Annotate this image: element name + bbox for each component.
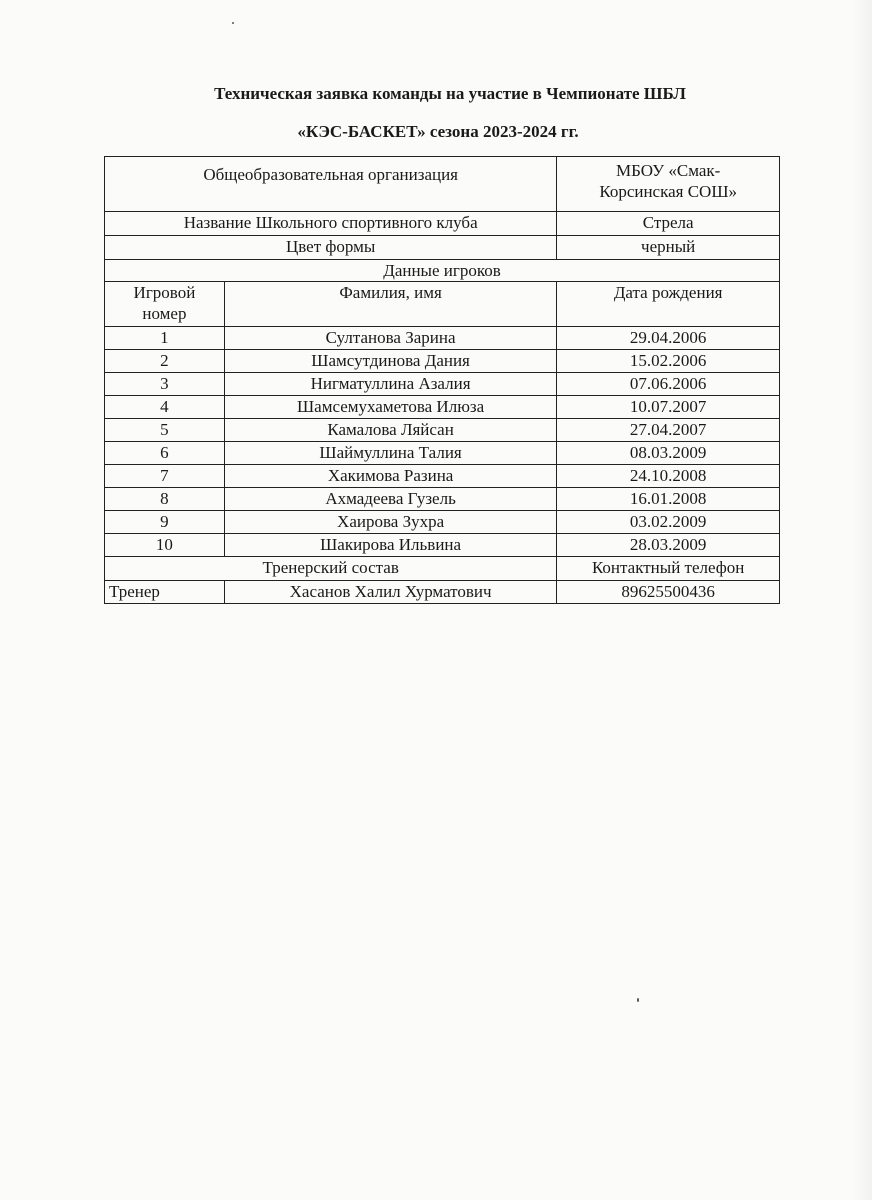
org-value-line2: Корсинская СОШ» xyxy=(599,182,737,201)
org-value-line1: МБОУ «Смак- xyxy=(616,161,721,180)
table-row xyxy=(105,465,780,488)
player-birth: 08.03.2009 xyxy=(557,442,780,465)
table-row xyxy=(105,327,780,350)
phone-header: Контактный телефон xyxy=(557,557,780,581)
player-number: 6 xyxy=(105,442,225,465)
coach-phone: 89625500436 xyxy=(557,581,780,604)
application-table xyxy=(104,156,780,604)
coach-header: Тренерский состав xyxy=(105,557,557,581)
player-name: Султанова Зарина xyxy=(224,327,556,350)
player-birth: 10.07.2007 xyxy=(557,396,780,419)
club-value: Стрела xyxy=(557,212,780,236)
player-name: Камалова Ляйсан xyxy=(224,419,556,442)
player-name: Шамсемухаметова Илюза xyxy=(224,396,556,419)
uniform-row xyxy=(105,236,780,260)
table-row xyxy=(105,442,780,465)
player-number: 1 xyxy=(105,327,225,350)
player-name: Ахмадеева Гузель xyxy=(224,488,556,511)
org-row xyxy=(105,157,780,212)
table-row xyxy=(105,534,780,557)
coach-header-row xyxy=(105,557,780,581)
player-birth: 16.01.2008 xyxy=(557,488,780,511)
player-name: Нигматуллина Азалия xyxy=(224,373,556,396)
uniform-value: черный xyxy=(557,236,780,260)
player-birth: 15.02.2006 xyxy=(557,350,780,373)
player-number: 2 xyxy=(105,350,225,373)
player-birth: 07.06.2006 xyxy=(557,373,780,396)
player-name: Шаймуллина Талия xyxy=(224,442,556,465)
table-row xyxy=(105,511,780,534)
player-name: Хакимова Разина xyxy=(224,465,556,488)
player-number: 7 xyxy=(105,465,225,488)
org-value xyxy=(557,157,780,212)
table-row xyxy=(105,373,780,396)
col-name-header: Фамилия, имя xyxy=(224,282,556,327)
player-birth: 03.02.2009 xyxy=(557,511,780,534)
coach-name: Хасанов Халил Хурматович xyxy=(224,581,556,604)
col-number-line1: Игровой xyxy=(133,283,196,302)
uniform-label: Цвет формы xyxy=(105,236,557,260)
player-number: 9 xyxy=(105,511,225,534)
player-number: 8 xyxy=(105,488,225,511)
player-birth: 29.04.2006 xyxy=(557,327,780,350)
scan-edge-shadow xyxy=(852,0,872,1200)
col-number-line2: номер xyxy=(142,304,187,323)
player-number: 3 xyxy=(105,373,225,396)
player-name: Хаирова Зухра xyxy=(224,511,556,534)
players-header: Данные игроков xyxy=(105,260,780,282)
player-birth: 27.04.2007 xyxy=(557,419,780,442)
col-birth-header: Дата рождения xyxy=(557,282,780,327)
player-number: 4 xyxy=(105,396,225,419)
table-row xyxy=(105,419,780,442)
columns-header-row xyxy=(105,282,780,327)
player-name: Шамсутдинова Дания xyxy=(224,350,556,373)
table-row xyxy=(105,488,780,511)
club-label: Название Школьного спортивного клуба xyxy=(105,212,557,236)
player-name: Шакирова Ильвина xyxy=(224,534,556,557)
player-number: 5 xyxy=(105,419,225,442)
player-birth: 24.10.2008 xyxy=(557,465,780,488)
document-title-line1: Техническая заявка команды на участие в Чемпионате ШБЛ xyxy=(214,84,686,103)
document-title-line2: «КЭС-БАСКЕТ» сезона 2023-2024 гг. xyxy=(297,122,579,141)
coach-row xyxy=(105,581,780,604)
player-birth: 28.03.2009 xyxy=(557,534,780,557)
col-number-header xyxy=(105,282,225,327)
org-label: Общеобразовательная организация xyxy=(105,157,557,212)
table-row xyxy=(105,396,780,419)
scan-speck xyxy=(232,22,234,24)
players-header-row xyxy=(105,260,780,282)
club-row xyxy=(105,212,780,236)
player-number: 10 xyxy=(105,534,225,557)
scan-speck xyxy=(637,998,639,1002)
coach-role: Тренер xyxy=(105,581,225,604)
table-row xyxy=(105,350,780,373)
